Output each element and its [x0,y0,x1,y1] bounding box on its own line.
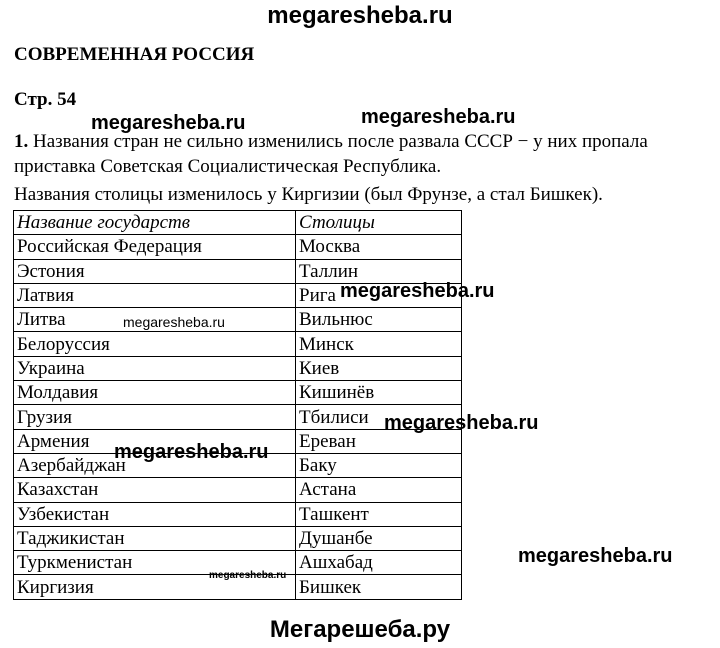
country-cell: Эстония [14,259,296,283]
watermark: megaresheba.ru [114,441,269,463]
country-cell: Киргизия [14,575,296,599]
capital-cell: Таллин [296,259,462,283]
watermark: megaresheba.ru [384,412,539,434]
capital-cell: Баку [296,453,462,477]
country-cell: Узбекистан [14,502,296,526]
country-cell: Грузия [14,405,296,429]
page-reference: Стр. 54 [14,89,77,110]
table-row [14,332,462,356]
capital-cell: Астана [296,478,462,502]
section-title: СОВРЕМЕННАЯ РОССИЯ [14,44,255,65]
watermark: megaresheba.ru [123,314,225,330]
table-row [14,308,462,332]
watermark: megaresheba.ru [518,545,673,567]
capital-cell: Бишкек [296,575,462,599]
country-cell: Армения [14,429,296,453]
column-header-capital: Столицы [296,211,462,235]
country-cell: Литва [14,308,296,332]
table-row [14,526,462,550]
column-header-country: Название государств [14,211,296,235]
table-row [14,381,462,405]
country-cell: Украина [14,356,296,380]
table-row [14,235,462,259]
country-cell: Российская Федерация [14,235,296,259]
capital-cell: Ашхабад [296,551,462,575]
table-row [14,356,462,380]
country-cell: Таджикистан [14,526,296,550]
watermark: megaresheba.ru [340,280,495,302]
capital-cell: Минск [296,332,462,356]
country-cell: Белоруссия [14,332,296,356]
answer-text-1: Названия стран не сильно изменились после развала СССР − у них пропала приставка Советская Социалистическая Республика. [14,131,648,177]
capital-cell: Ереван [296,429,462,453]
watermark: megaresheba.ru [361,106,516,128]
country-cell: Молдавия [14,381,296,405]
site-watermark-top: megaresheba.ru [267,2,453,29]
capital-cell: Вильнюс [296,308,462,332]
watermark: megaresheba.ru [209,570,287,581]
capital-cell: Тбилиси [296,405,462,429]
watermark: megaresheba.ru [91,112,246,134]
capital-cell: Душанбе [296,526,462,550]
answer-paragraph-1 [14,129,714,179]
capital-cell: Кишинёв [296,381,462,405]
capital-cell: Москва [296,235,462,259]
capital-cell: Ташкент [296,502,462,526]
table-row [14,502,462,526]
country-cell: Туркменистан [14,551,296,575]
answer-paragraph-2: Названия столицы изменилось у Киргизии (был Фрунзе, а стал Бишкек). [14,184,603,205]
countries-capitals-table [13,210,462,600]
table-header-row [14,211,462,235]
site-watermark-bottom: Мегарешеба.ру [269,616,451,643]
table-row [14,478,462,502]
capital-cell: Рига [296,283,462,307]
country-cell: Казахстан [14,478,296,502]
question-number: 1. [14,131,29,152]
country-cell: Азербайджан [14,453,296,477]
country-cell: Латвия [14,283,296,307]
capital-cell: Киев [296,356,462,380]
